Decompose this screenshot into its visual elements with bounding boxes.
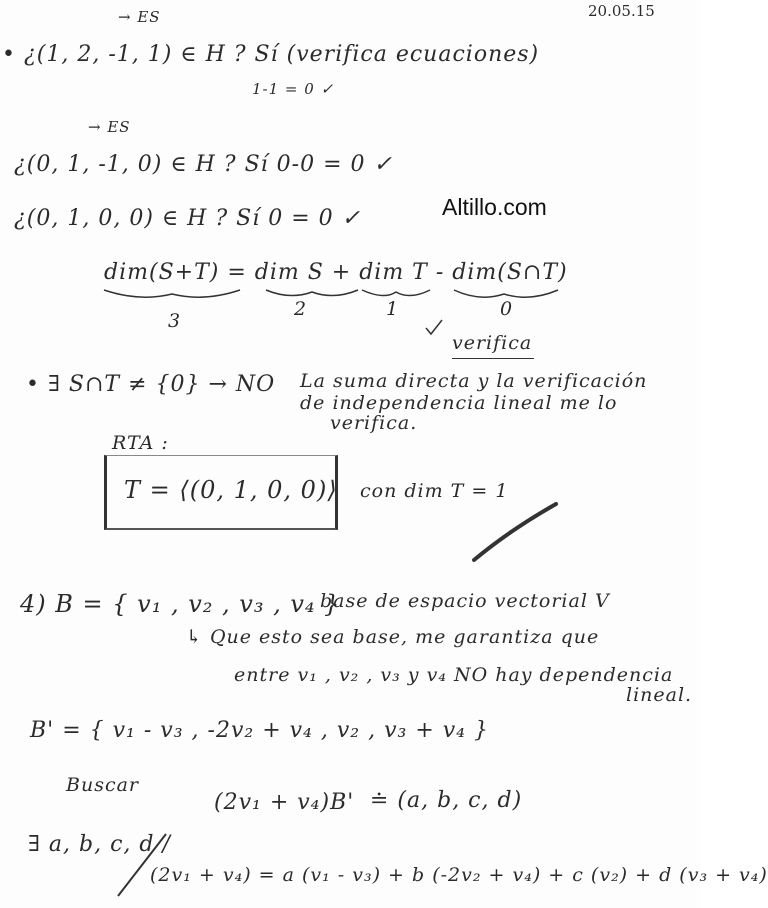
- guarantee-text: ↳ Que esto sea base, me garantiza que: [186, 626, 600, 648]
- dim-value-3: 3: [168, 310, 182, 332]
- explanation-line-1: La suma directa y la verificación: [300, 370, 648, 392]
- pen-stroke-mark: [470, 500, 560, 564]
- dim-value-1: 1: [386, 298, 400, 320]
- final-equation: (2v₁ + v₄) = a (v₁ - v₃) + b (-2v₂ + v₄) + c (v₂) + d (v₃ + v₄): [150, 864, 768, 886]
- check-mark-icon: [424, 318, 444, 338]
- es-note-1: → ES: [118, 8, 161, 26]
- verifica-label: verifica: [452, 332, 533, 354]
- question-1: • ¿(1, 2, -1, 1) ∈ H ? Sí (verifica ecuaciones): [2, 42, 540, 67]
- search-label: Buscar: [66, 774, 140, 796]
- verifica-underline: [452, 358, 534, 359]
- answer-dimension: con dim T = 1: [360, 480, 509, 502]
- answer-label: RTA :: [112, 432, 169, 454]
- dimension-equation: dim(S+T) = dim S + dim T - dim(S∩T): [104, 260, 568, 285]
- dim-value-2: 2: [294, 298, 308, 320]
- basis-description: base de espacio vectorial V: [320, 590, 610, 612]
- question-3: ¿(0, 1, 0, 0) ∈ H ? Sí 0 = 0 ✓: [14, 206, 362, 231]
- date-label: 20.05.15: [588, 2, 655, 20]
- dim-value-0: 0: [500, 298, 514, 320]
- explanation-line-2: de independencia lineal me lo: [300, 392, 618, 414]
- lineal-text: lineal.: [626, 684, 693, 706]
- item-4-basis: 4) B = { v₁ , v₂ , v₃ , v₄ }: [20, 590, 341, 618]
- independence-text: entre v₁ , v₂ , v₃ y v₄ NO hay dependencia: [234, 664, 674, 686]
- new-basis: B' = { v₁ - v₃ , -2v₂ + v₄ , v₂ , v₃ + v₄ }: [30, 718, 489, 743]
- exists-coefficients: ∃ a, b, c, d /: [28, 832, 171, 857]
- watermark-text: Altillo.com: [442, 194, 547, 220]
- question-2: ¿(0, 1, -1, 0) ∈ H ? Sí 0-0 = 0 ✓: [14, 152, 393, 177]
- coordinate-equals: ≐ (a, b, c, d): [370, 788, 523, 813]
- answer-subspace: T = ⟨(0, 1, 0, 0)⟩: [124, 476, 338, 504]
- intersection-line: • ∃ S∩T ≠ {0} → NO: [26, 372, 276, 397]
- coordinate-vector: (2v₁ + v₄)B': [214, 790, 355, 815]
- explanation-line-3: verifica.: [330, 412, 418, 434]
- es-note-2: → ES: [88, 118, 131, 136]
- question-1-check: 1-1 = 0 ✓: [252, 80, 335, 98]
